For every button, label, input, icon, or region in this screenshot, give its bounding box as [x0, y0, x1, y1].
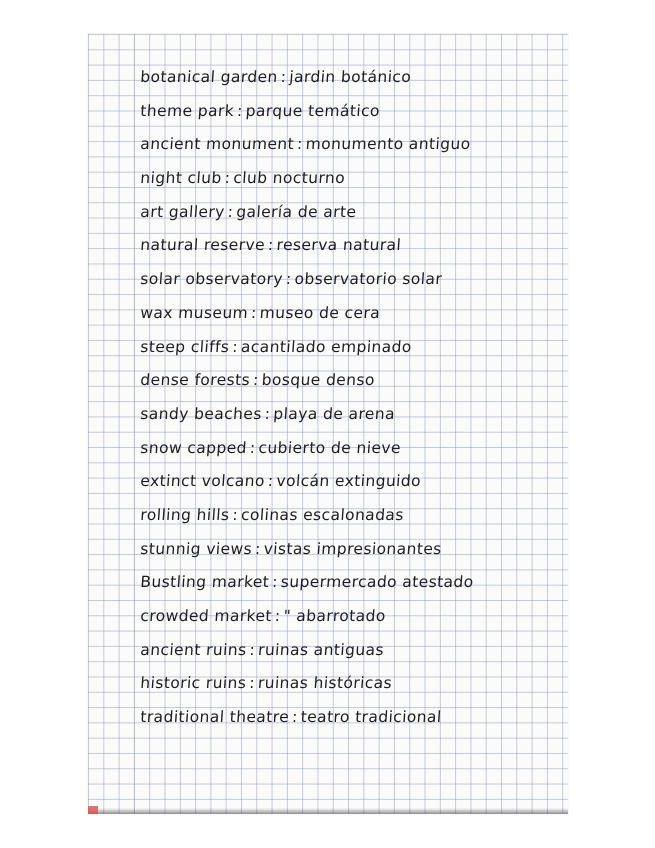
vocabulary-entry	[139, 302, 561, 336]
spanish-translation: parque temático	[245, 101, 381, 120]
vocabulary-entry	[139, 672, 561, 706]
english-term: theme park	[139, 101, 235, 120]
english-term: botanical garden	[139, 68, 279, 86]
term-separator: :	[254, 539, 262, 558]
spanish-translation: monumento antiguo	[305, 135, 472, 154]
vocabulary-list	[140, 66, 560, 740]
spanish-translation: galería de arte	[235, 202, 358, 221]
spanish-translation: reserva natural	[275, 236, 402, 255]
vocabulary-entry	[139, 133, 561, 167]
vocabulary-entry	[139, 639, 561, 673]
vocabulary-entry	[139, 571, 561, 605]
vocabulary-entry	[139, 403, 561, 437]
vocabulary-entry	[139, 100, 561, 134]
english-term: Bustling market	[139, 573, 270, 592]
term-separator: :	[231, 505, 239, 524]
term-separator: :	[274, 607, 282, 625]
english-term: dense forests	[139, 371, 251, 390]
term-separator: :	[248, 674, 256, 693]
term-separator: :	[249, 438, 257, 457]
margin-line	[134, 34, 135, 814]
vocabulary-entry	[139, 538, 561, 572]
spanish-translation: supermercado atestado	[280, 573, 475, 592]
english-term: snow capped	[139, 438, 248, 457]
vocabulary-entry	[139, 470, 561, 504]
vocabulary-entry	[139, 336, 561, 370]
term-separator: :	[252, 371, 260, 390]
vocabulary-entry	[139, 605, 561, 639]
english-term: steep cliffs	[139, 337, 230, 356]
vocabulary-entry	[139, 201, 561, 235]
vocabulary-entry	[139, 234, 561, 268]
term-separator: :	[227, 202, 234, 221]
vocabulary-entry	[139, 504, 561, 538]
term-separator: :	[231, 337, 239, 356]
english-term: historic ruins	[139, 674, 247, 693]
vocabulary-entry	[139, 437, 561, 471]
english-term: crowded market	[139, 607, 273, 625]
vocabulary-entry	[139, 706, 561, 740]
vocabulary-entry	[139, 167, 561, 201]
spanish-translation: cubierto de nieve	[257, 438, 402, 457]
english-term: extinct volcano	[139, 472, 266, 491]
term-separator: :	[236, 101, 244, 120]
sheet-bottom-edge	[88, 808, 568, 814]
english-term: natural reserve	[139, 236, 266, 255]
spanish-translation: playa de arena	[272, 404, 396, 423]
term-separator: :	[250, 303, 258, 322]
english-term: wax museum	[139, 303, 249, 322]
english-term: solar observatory	[139, 270, 284, 289]
spanish-translation: acantilado empinado	[240, 337, 413, 356]
english-term: art gallery	[139, 202, 226, 221]
spanish-translation: teatro tradicional	[300, 708, 443, 727]
term-separator: :	[248, 640, 256, 659]
spanish-translation: museo de cera	[259, 303, 381, 322]
term-separator: :	[296, 135, 304, 154]
spanish-translation: ruinas antiguas	[257, 640, 385, 659]
english-term: ancient ruins	[139, 640, 248, 659]
corner-mark	[88, 806, 98, 814]
vocabulary-entry	[139, 369, 561, 403]
term-separator: :	[224, 169, 231, 188]
term-separator: :	[271, 573, 279, 592]
english-term: sandy beaches	[139, 404, 263, 423]
english-term: night club	[139, 169, 223, 188]
term-separator: :	[291, 708, 299, 727]
spanish-translation: " abarrotado	[282, 607, 387, 625]
spanish-translation: observatorio solar	[293, 270, 443, 289]
english-term: ancient monument	[139, 135, 295, 154]
english-term: rolling hills	[139, 505, 231, 524]
spanish-translation: colinas escalonadas	[240, 505, 405, 524]
term-separator: :	[267, 236, 275, 255]
spanish-translation: ruinas históricas	[257, 674, 393, 693]
spanish-translation: club nocturno	[232, 169, 346, 188]
spanish-translation: jardin botánico	[288, 68, 412, 86]
spanish-translation: bosque denso	[261, 371, 376, 390]
spanish-translation: vistas impresionantes	[263, 539, 443, 558]
spanish-translation: volcán extinguido	[275, 472, 422, 491]
english-term: traditional theatre	[139, 708, 290, 727]
term-separator: :	[264, 404, 272, 423]
term-separator: :	[267, 472, 275, 491]
english-term: stunnig views	[139, 539, 253, 558]
vocabulary-entry	[139, 66, 561, 100]
vocabulary-entry	[139, 268, 561, 302]
term-separator: :	[285, 270, 293, 289]
term-separator: :	[280, 68, 287, 86]
